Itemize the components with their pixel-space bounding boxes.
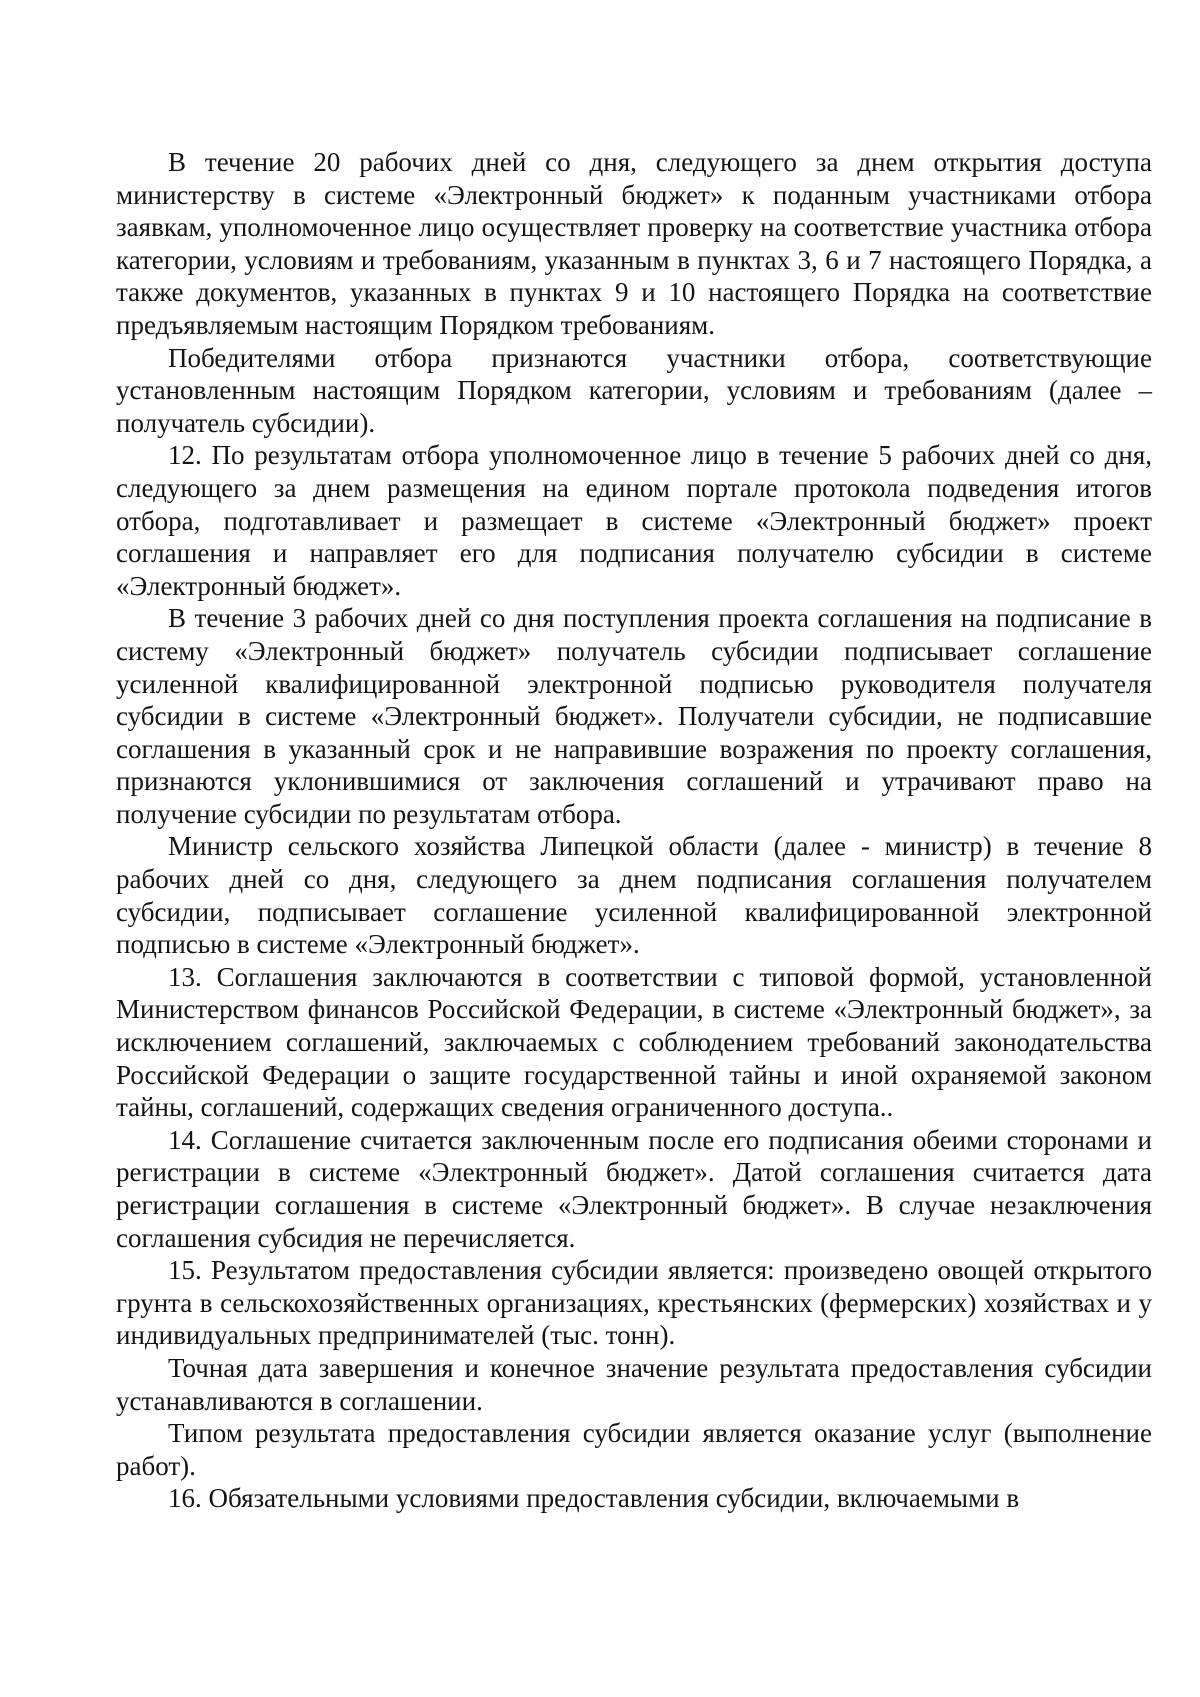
paragraph-signing-period: В течение 3 рабочих дней со дня поступления проекта соглашения на подписание в систему «Электронный бюджет» получатель субсидии подписывает соглашение усиленной квалифицированной электронной подписью руководителя получателя субсидии в системе «Электронный бюджет». Получатели субсидии, не подписавшие соглашения в указанный срок и не направившие возражения по проекту соглашения, признаются уклонившимися от заключения соглашений и утрачивают право на получение субсидии по результатам отбора. [116, 603, 1152, 829]
paragraph-minister-signing: Министр сельского хозяйства Липецкой области (далее - министр) в течение 8 рабочих дней со дня, следующего за днем подписания соглашения получателем субсидии, подписывает соглашение усиленной квалифицированной электронной подписью в системе «Электронный бюджет». [116, 831, 1152, 960]
paragraph-result-date: Точная дата завершения и конечное значение результата предоставления субсидии устанавливаются в соглашении. [116, 1352, 1152, 1416]
paragraph-item-12: 12. По результатам отбора уполномоченное лицо в течение 5 рабочих дней со дня, следующего за днем размещения на едином портале протокола подведения итогов отбора, подготавливает и размещает в системе «Электронный бюджет» проект соглашения и направляет его для подписания получателю субсидии в системе «Электронный бюджет». [116, 440, 1152, 601]
paragraph-result-type: Типом результата предоставления субсидии является оказание услуг (выполнение работ). [116, 1418, 1152, 1481]
paragraph-winners: Победителями отбора признаются участники отбора, соответствующие установленным настоящим Порядком категории, условиям и требованиям (далее – получатель субсидии). [116, 342, 1152, 438]
paragraph-item-14: 14. Соглашение считается заключенным после его подписания обеими сторонами и регистрации в системе «Электронный бюджет». Датой соглашения считается дата регистрации соглашения в системе «Электронный бюджет». В случае незаключения соглашения субсидия не перечисляется. [116, 1124, 1152, 1253]
paragraph-item-16: 16. Обязательными условиями предоставления субсидии, включаемыми в [168, 1483, 1020, 1514]
paragraph-item-13: 13. Соглашения заключаются в соответствии с типовой формой, установленной Министерством финансов Российской Федерации, в системе «Электронный бюджет», за исключением соглашений, заключаемых с соблюдением требований законодательства Российской Федерации о защите государственной тайны и иной охраняемой законом тайны, соглашений, содержащих сведения ограниченного доступа.. [116, 961, 1152, 1123]
paragraph-review-period: В течение 20 рабочих дней со дня, следующего за днем открытия доступа министерству в системе «Электронный бюджет» к поданным участниками отбора заявкам, уполномоченное лицо осуществляет проверку на соответствие участника отбора категории, условиям и требованиям, указанным в пунктах 3, 6 и 7 настоящего Порядка, а также документов, указанных в пунктах 9 и 10 настоящего Порядка на соответствие предъявляемым настоящим Порядком требованиям. [116, 147, 1152, 340]
document-page [116, 146, 1152, 1515]
paragraph-item-15: 15. Результатом предоставления субсидии является: произведено овощей открытого грунта в сельскохозяйственных организациях, крестьянских (фермерских) хозяйствах и у индивидуальных предпринимателей (тыс. тонн). [116, 1255, 1152, 1351]
